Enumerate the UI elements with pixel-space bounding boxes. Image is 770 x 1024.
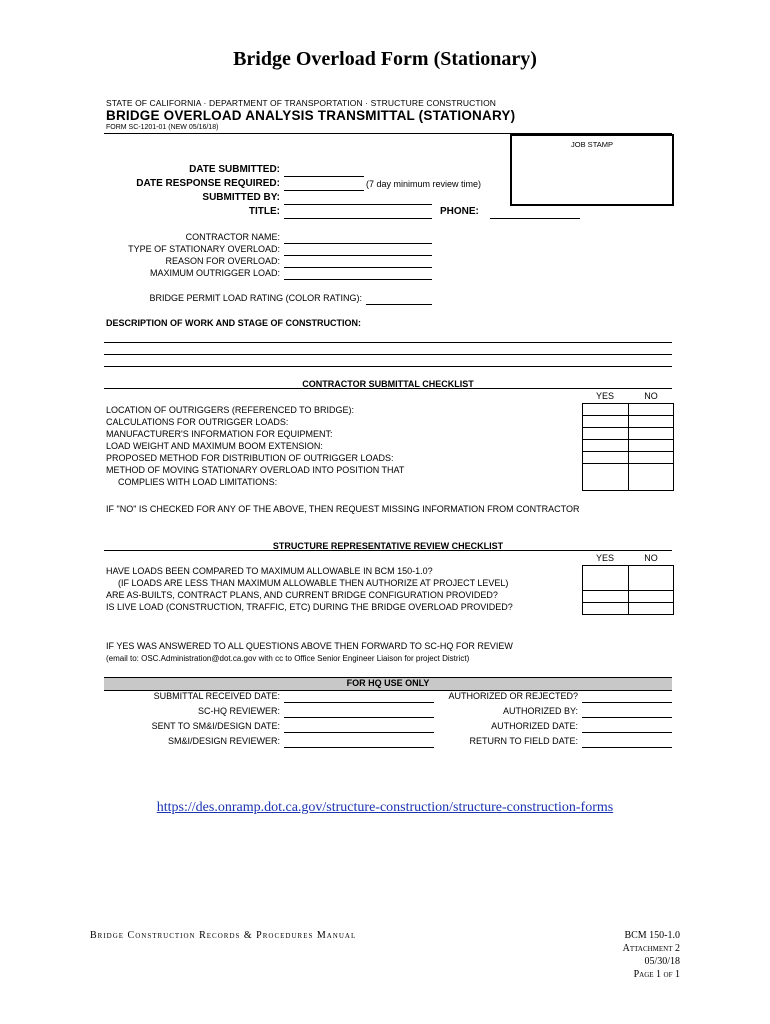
- form-title: BRIDGE OVERLOAD ANALYSIS TRANSMITTAL (STATIONARY): [106, 108, 516, 123]
- overload-type-label: TYPE OF STATIONARY OVERLOAD:: [128, 244, 280, 254]
- review-checkbox-no-3[interactable]: [628, 602, 674, 615]
- hq-left-label: SM&I/DESIGN REVIEWER:: [167, 736, 280, 746]
- authorized-by-field[interactable]: [582, 717, 672, 718]
- review-item: HAVE LOADS BEEN COMPARED TO MAXIMUM ALLOWABLE IN BCM 150-1.0?: [106, 566, 433, 576]
- contractor-name-label: CONTRACTOR NAME:: [185, 232, 280, 242]
- phone-label: PHONE:: [440, 206, 479, 217]
- footer-code: BCM 150-1.0: [624, 930, 680, 941]
- hq-right-label: AUTHORIZED BY:: [502, 706, 578, 716]
- contractor-no-header: NO: [644, 391, 658, 401]
- contractor-checklist-heading: CONTRACTOR SUBMITTAL CHECKLIST: [302, 379, 474, 389]
- review-yes-header: YES: [595, 553, 614, 563]
- smi-reviewer-field[interactable]: [284, 747, 434, 748]
- review-item: (IF LOADS ARE LESS THAN MAXIMUM ALLOWABLE THEN AUTHORIZE AT PROJECT LEVEL): [118, 578, 509, 588]
- contractor-checklist-note: IF "NO" IS CHECKED FOR ANY OF THE ABOVE, THEN REQUEST MISSING INFORMATION FROM CONTRACTOR: [106, 504, 580, 514]
- review-checklist-note: IF YES WAS ANSWERED TO ALL QUESTIONS ABOVE THEN FORWARD TO SC-HQ FOR REVIEW: [106, 641, 513, 651]
- contractor-yes-header: YES: [595, 391, 614, 401]
- page-title: Bridge Overload Form (Stationary): [233, 48, 537, 70]
- footer-page: Page 1 of 1: [633, 969, 680, 980]
- email-note: (email to: OSC.Administration@dot.ca.gov with cc to Office Senior Engineer Liaison for project District): [106, 654, 470, 663]
- overload-type-field[interactable]: [284, 255, 432, 256]
- min-review-note: (7 day minimum review time): [366, 179, 482, 189]
- review-checkbox-no-1[interactable]: [628, 565, 674, 591]
- checkbox-yes-6[interactable]: [582, 463, 629, 491]
- contractor-item: MANUFACTURER'S INFORMATION FOR EQUIPMENT:: [106, 429, 333, 439]
- form-number: FORM SC-1201-01 (NEW 05/16/18): [106, 124, 219, 131]
- authorized-date-field[interactable]: [582, 732, 672, 733]
- review-checklist-heading: STRUCTURE REPRESENTATIVE REVIEW CHECKLIST: [272, 541, 504, 551]
- reason-field[interactable]: [284, 267, 432, 268]
- hq-right-label: AUTHORIZED OR REJECTED?: [448, 691, 578, 701]
- date-submitted-field[interactable]: [284, 176, 364, 177]
- review-item: ARE AS-BUILTS, CONTRACT PLANS, AND CURRENT BRIDGE CONFIGURATION PROVIDED?: [106, 590, 498, 600]
- permit-rating-label: BRIDGE PERMIT LOAD RATING (COLOR RATING):: [149, 293, 362, 303]
- forms-link[interactable]: https://des.onramp.dot.ca.gov/structure-construction/structure-construction-forms: [156, 800, 614, 815]
- contractor-item: PROPOSED METHOD FOR DISTRIBUTION OF OUTRIGGER LOADS:: [106, 453, 394, 463]
- hq-left-label: SUBMITTAL RECEIVED DATE:: [153, 691, 280, 701]
- hq-left-label: SENT TO SM&I/DESIGN DATE:: [151, 721, 280, 731]
- date-submitted-label: DATE SUBMITTED:: [189, 164, 280, 175]
- contractor-item: LOCATION OF OUTRIGGERS (REFERENCED TO BRIDGE):: [106, 405, 355, 415]
- checkbox-no-6[interactable]: [628, 463, 674, 491]
- review-checkbox-yes-1[interactable]: [582, 565, 629, 591]
- max-outrigger-field[interactable]: [284, 279, 432, 280]
- phone-field[interactable]: [490, 218, 580, 219]
- date-response-field[interactable]: [284, 190, 364, 191]
- description-label: DESCRIPTION OF WORK AND STAGE OF CONSTRUCTION:: [106, 318, 361, 328]
- submitted-by-label: SUBMITTED BY:: [202, 192, 280, 203]
- review-item: IS LIVE LOAD (CONSTRUCTION, TRAFFIC, ETC) DURING THE BRIDGE OVERLOAD PROVIDED?: [106, 602, 513, 612]
- contractor-item: METHOD OF MOVING STATIONARY OVERLOAD INTO POSITION THAT: [106, 465, 405, 475]
- title-field[interactable]: [284, 218, 432, 219]
- hq-left-label: SC-HQ REVIEWER:: [197, 706, 280, 716]
- description-line-1[interactable]: [104, 342, 672, 343]
- hq-right-label: RETURN TO FIELD DATE:: [469, 736, 578, 746]
- hq-right-label: AUTHORIZED DATE:: [491, 721, 578, 731]
- footer-attachment: Attachment 2: [622, 943, 680, 954]
- agency-line: STATE OF CALIFORNIA · DEPARTMENT OF TRANSPORTATION · STRUCTURE CONSTRUCTION: [106, 98, 497, 108]
- authorized-rejected-field[interactable]: [582, 702, 672, 703]
- contractor-item: COMPLIES WITH LOAD LIMITATIONS:: [118, 477, 278, 487]
- permit-rating-field[interactable]: [366, 304, 432, 305]
- description-line-2[interactable]: [104, 354, 672, 355]
- job-stamp-label: JOB STAMP: [571, 140, 613, 149]
- contractor-name-field[interactable]: [284, 243, 432, 244]
- contractor-item: LOAD WEIGHT AND MAXIMUM BOOM EXTENSION:: [106, 441, 323, 451]
- sent-to-smi-field[interactable]: [284, 732, 434, 733]
- hq-heading: FOR HQ USE ONLY: [346, 678, 430, 688]
- manual-title: Bridge Construction Records & Procedures Manual: [90, 930, 357, 941]
- sc-hq-reviewer-field[interactable]: [284, 717, 434, 718]
- reason-label: REASON FOR OVERLOAD:: [165, 256, 280, 266]
- review-no-header: NO: [644, 553, 658, 563]
- title-label: TITLE:: [248, 206, 280, 217]
- contractor-item: CALCULATIONS FOR OUTRIGGER LOADS:: [106, 417, 289, 427]
- review-checkbox-yes-3[interactable]: [582, 602, 629, 615]
- submittal-received-field[interactable]: [284, 702, 434, 703]
- date-response-label: DATE RESPONSE REQUIRED:: [136, 178, 280, 189]
- return-to-field-date-field[interactable]: [582, 747, 672, 748]
- description-line-3[interactable]: [104, 366, 672, 367]
- submitted-by-field[interactable]: [284, 204, 432, 205]
- footer-date: 05/30/18: [644, 956, 680, 967]
- max-outrigger-label: MAXIMUM OUTRIGGER LOAD:: [149, 268, 280, 278]
